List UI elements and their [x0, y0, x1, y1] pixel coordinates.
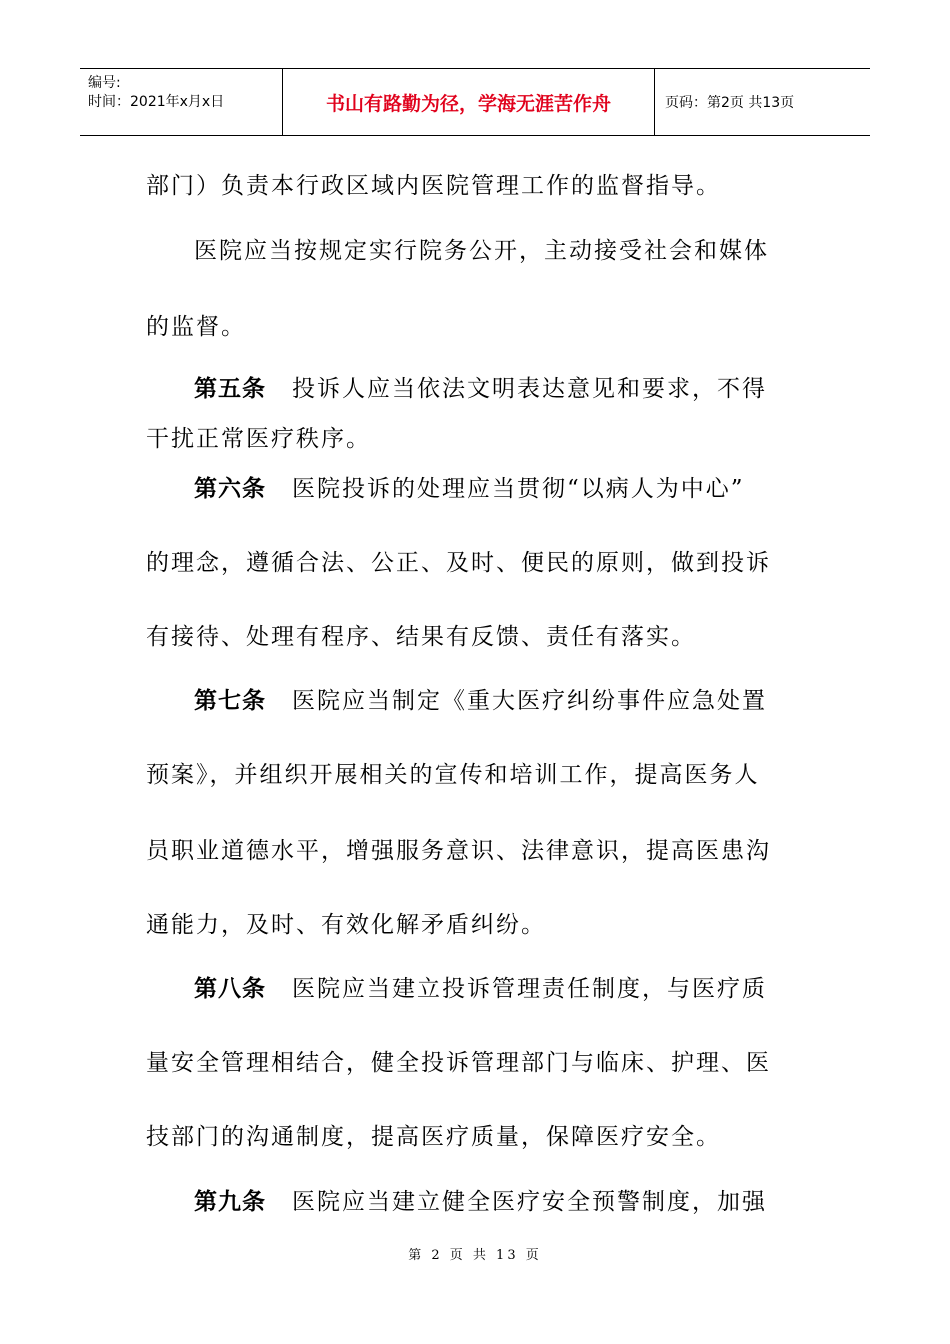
- body-line: [146, 1122, 816, 1152]
- body-line: [146, 548, 816, 578]
- article-line: [194, 374, 864, 404]
- line-text: 干扰正常医疗秩序。: [146, 426, 371, 452]
- time-label: 时间：2021年x月x日: [88, 94, 225, 110]
- article-line: [194, 686, 864, 716]
- header-motto: 书山有路勤为径，学海无涯苦作舟: [283, 69, 655, 135]
- article-number: 第六条: [194, 476, 266, 502]
- article-number: 第五条: [194, 376, 266, 402]
- line-text: 员职业道德水平，增强服务意识、法律意识，提高医患沟: [146, 838, 771, 864]
- line-text: 有接待、处理有程序、结果有反馈、责任有落实。: [146, 624, 696, 650]
- body-line: [146, 836, 816, 866]
- code-label: 编号:: [88, 75, 121, 91]
- line-text: 技部门的沟通制度，提高医疗质量，保障医疗安全。: [146, 1124, 721, 1150]
- line-text: 医院应当制定《重大医疗纠纷事件应急处置: [292, 688, 767, 714]
- article-line: [194, 974, 864, 1004]
- line-text: 的监督。: [146, 314, 246, 340]
- line-text: 部门）负责本行政区域内医院管理工作的监督指导。: [146, 173, 721, 199]
- line-text: 预案》，并组织开展相关的宣传和培训工作，提高医务人: [146, 762, 760, 788]
- body-line: [146, 910, 816, 940]
- line-text: 通能力，及时、有效化解矛盾纠纷。: [146, 912, 546, 938]
- page-header: [80, 68, 870, 136]
- body-line: [146, 171, 816, 201]
- page-footer: 第 2 页 共 13 页: [408, 1248, 542, 1263]
- body-line: [146, 1048, 816, 1078]
- header-meta: [80, 69, 283, 135]
- body-line: [146, 622, 816, 652]
- line-text: 医院投诉的处理应当贯彻“以病人为中心”: [292, 476, 745, 502]
- article-line: [194, 1187, 864, 1217]
- body-line: [146, 312, 816, 342]
- article-number: 第七条: [194, 688, 266, 714]
- line-text: 量安全管理相结合，健全投诉管理部门与临床、护理、医: [146, 1050, 771, 1076]
- line-text: 投诉人应当依法文明表达意见和要求，不得: [292, 376, 767, 402]
- header-page-label: 页码：第2页 共13页: [665, 95, 795, 111]
- line-text: 医院应当建立投诉管理责任制度，与医疗质: [292, 976, 767, 1002]
- article-number: 第九条: [194, 1189, 266, 1215]
- line-text: 医院应当建立健全医疗安全预警制度，加强: [292, 1189, 767, 1215]
- body-line: [146, 424, 816, 454]
- article-line: [194, 474, 864, 504]
- line-text: 的理念，遵循合法、公正、及时、便民的原则，做到投诉: [146, 550, 771, 576]
- body-line: [194, 236, 864, 266]
- body-line: [146, 760, 816, 790]
- line-text: 医院应当按规定实行院务公开，主动接受社会和媒体: [194, 238, 769, 264]
- article-number: 第八条: [194, 976, 266, 1002]
